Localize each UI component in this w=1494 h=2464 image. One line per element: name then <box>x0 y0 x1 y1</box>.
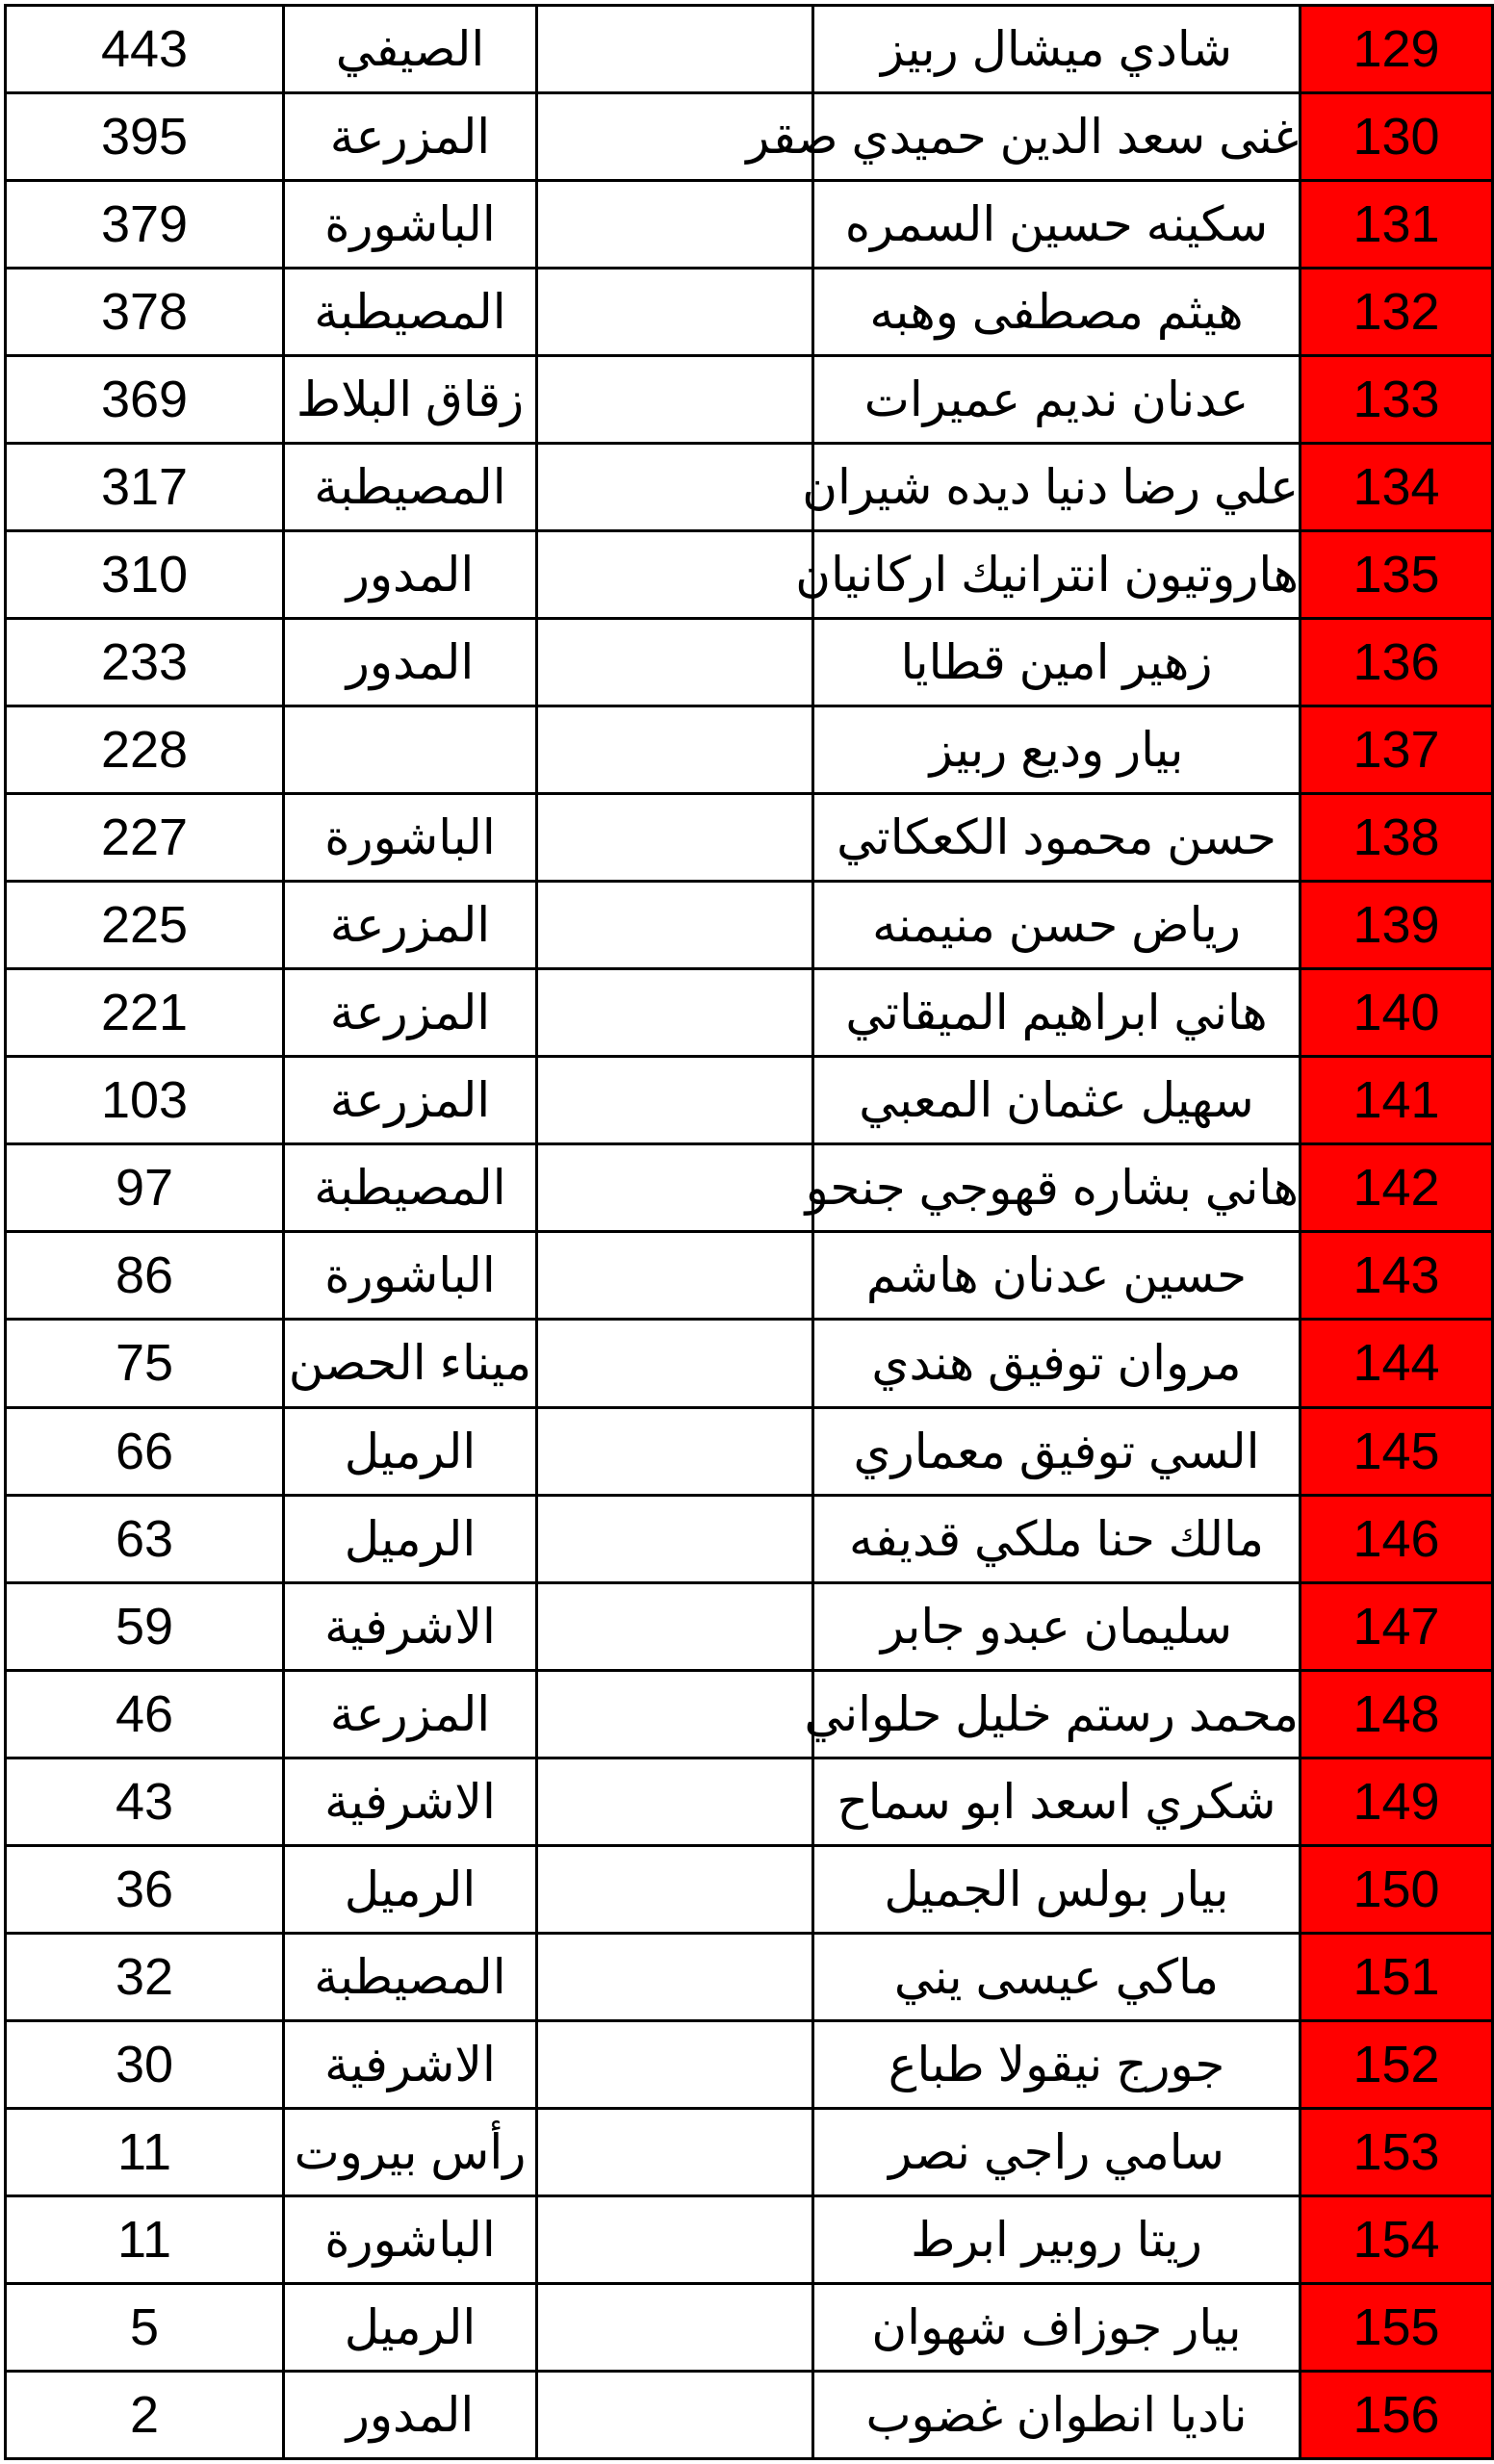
blank-cell <box>537 444 813 531</box>
number-cell: 138 <box>1301 794 1493 882</box>
table-row <box>6 2020 1493 2108</box>
number-cell: 134 <box>1301 444 1493 531</box>
votes-cell: 225 <box>6 882 284 969</box>
number-cell: 155 <box>1301 2283 1493 2371</box>
blank-cell <box>537 1933 813 2020</box>
name-cell: هيثم مصطفى وهبه <box>813 269 1301 356</box>
blank-cell <box>537 794 813 882</box>
area-cell: المزرعة <box>284 882 537 969</box>
area-cell: المصيطبة <box>284 1933 537 2020</box>
name-cell: شادي ميشال ربيز <box>813 6 1301 93</box>
number-cell: 146 <box>1301 1495 1493 1582</box>
area-cell: الرميل <box>284 1495 537 1582</box>
number-cell: 149 <box>1301 1758 1493 1845</box>
number-cell: 133 <box>1301 356 1493 444</box>
blank-cell <box>537 2108 813 2195</box>
name-cell: بيار جوزاف شهوان <box>813 2283 1301 2371</box>
table-row <box>6 269 1493 356</box>
name-cell: حسن محمود الكعكاتي <box>813 794 1301 882</box>
votes-cell: 30 <box>6 2020 284 2108</box>
blank-cell <box>537 1670 813 1758</box>
blank-cell <box>537 1320 813 1407</box>
table-row <box>6 1582 1493 1670</box>
name-cell: سامي راجي نصر <box>813 2108 1301 2195</box>
number-cell: 135 <box>1301 531 1493 619</box>
number-cell: 129 <box>1301 6 1493 93</box>
number-cell: 137 <box>1301 706 1493 794</box>
votes-cell: 32 <box>6 1933 284 2020</box>
table-row <box>6 2371 1493 2458</box>
name-cell: ماكي عيسى يني <box>813 1933 1301 2020</box>
area-cell: الاشرفية <box>284 2020 537 2108</box>
table-row <box>6 93 1493 181</box>
blank-cell <box>537 969 813 1057</box>
number-cell: 140 <box>1301 969 1493 1057</box>
blank-cell <box>537 1057 813 1144</box>
table-row <box>6 1495 1493 1582</box>
votes-cell: 395 <box>6 93 284 181</box>
name-cell: هاني بشاره قهوجي جنحو <box>813 1144 1301 1232</box>
area-cell: الباشورة <box>284 181 537 269</box>
votes-cell: 228 <box>6 706 284 794</box>
number-cell: 152 <box>1301 2020 1493 2108</box>
votes-cell: 11 <box>6 2108 284 2195</box>
name-cell: علي رضا دنيا ديده شيران <box>813 444 1301 531</box>
number-cell: 130 <box>1301 93 1493 181</box>
name-cell: هاروتيون انترانيك اركانيان <box>813 531 1301 619</box>
area-cell: المدور <box>284 531 537 619</box>
results-table <box>4 4 1494 2460</box>
name-cell: بيار وديع ربيز <box>813 706 1301 794</box>
number-cell: 131 <box>1301 181 1493 269</box>
blank-cell <box>537 619 813 706</box>
blank-cell <box>537 2283 813 2371</box>
blank-cell <box>537 269 813 356</box>
name-cell: سكينه حسين السمره <box>813 181 1301 269</box>
table-row <box>6 2283 1493 2371</box>
number-cell: 156 <box>1301 2371 1493 2458</box>
area-cell <box>284 706 537 794</box>
name-cell: حسين عدنان هاشم <box>813 1232 1301 1320</box>
area-cell: الرميل <box>284 1845 537 1933</box>
name-cell: شكري اسعد ابو سماح <box>813 1758 1301 1845</box>
table-row <box>6 2195 1493 2283</box>
number-cell: 142 <box>1301 1144 1493 1232</box>
number-cell: 143 <box>1301 1232 1493 1320</box>
votes-cell: 5 <box>6 2283 284 2371</box>
table-row <box>6 1670 1493 1758</box>
name-cell: السي توفيق معماري <box>813 1407 1301 1495</box>
number-cell: 147 <box>1301 1582 1493 1670</box>
votes-cell: 46 <box>6 1670 284 1758</box>
results-table-body <box>6 6 1493 2459</box>
blank-cell <box>537 1495 813 1582</box>
votes-cell: 75 <box>6 1320 284 1407</box>
table-row <box>6 1320 1493 1407</box>
area-cell: الباشورة <box>284 2195 537 2283</box>
votes-cell: 443 <box>6 6 284 93</box>
table-row <box>6 619 1493 706</box>
number-cell: 136 <box>1301 619 1493 706</box>
area-cell: الرميل <box>284 1407 537 1495</box>
table-row <box>6 1232 1493 1320</box>
area-cell: المصيطبة <box>284 269 537 356</box>
votes-cell: 221 <box>6 969 284 1057</box>
table-row <box>6 1933 1493 2020</box>
number-cell: 148 <box>1301 1670 1493 1758</box>
number-cell: 150 <box>1301 1845 1493 1933</box>
blank-cell <box>537 706 813 794</box>
votes-cell: 2 <box>6 2371 284 2458</box>
area-cell: ميناء الحصن <box>284 1320 537 1407</box>
area-cell: المزرعة <box>284 969 537 1057</box>
area-cell: المصيطبة <box>284 444 537 531</box>
name-cell: مالك حنا ملكي قديفه <box>813 1495 1301 1582</box>
name-cell: جورج نيقولا طباع <box>813 2020 1301 2108</box>
table-row <box>6 1144 1493 1232</box>
number-cell: 144 <box>1301 1320 1493 1407</box>
votes-cell: 11 <box>6 2195 284 2283</box>
area-cell: الباشورة <box>284 794 537 882</box>
blank-cell <box>537 2371 813 2458</box>
number-cell: 139 <box>1301 882 1493 969</box>
number-cell: 154 <box>1301 2195 1493 2283</box>
blank-cell <box>537 1758 813 1845</box>
table-row <box>6 794 1493 882</box>
number-cell: 145 <box>1301 1407 1493 1495</box>
votes-cell: 379 <box>6 181 284 269</box>
table-row <box>6 1057 1493 1144</box>
blank-cell <box>537 356 813 444</box>
table-row <box>6 969 1493 1057</box>
votes-cell: 227 <box>6 794 284 882</box>
area-cell: المزرعة <box>284 1670 537 1758</box>
blank-cell <box>537 531 813 619</box>
name-cell: زهير امين قطايا <box>813 619 1301 706</box>
table-row <box>6 1845 1493 1933</box>
votes-cell: 369 <box>6 356 284 444</box>
name-cell: سليمان عبدو جابر <box>813 1582 1301 1670</box>
blank-cell <box>537 2195 813 2283</box>
number-cell: 141 <box>1301 1057 1493 1144</box>
blank-cell <box>537 882 813 969</box>
votes-cell: 86 <box>6 1232 284 1320</box>
area-cell: المصيطبة <box>284 1144 537 1232</box>
blank-cell <box>537 6 813 93</box>
table-row <box>6 1407 1493 1495</box>
votes-cell: 97 <box>6 1144 284 1232</box>
table-row <box>6 706 1493 794</box>
votes-cell: 233 <box>6 619 284 706</box>
table-row <box>6 6 1493 93</box>
table-row <box>6 444 1493 531</box>
votes-cell: 66 <box>6 1407 284 1495</box>
area-cell: الرميل <box>284 2283 537 2371</box>
blank-cell <box>537 1232 813 1320</box>
number-cell: 132 <box>1301 269 1493 356</box>
name-cell: عدنان نديم عميرات <box>813 356 1301 444</box>
name-cell: ناديا انطوان غضوب <box>813 2371 1301 2458</box>
votes-cell: 59 <box>6 1582 284 1670</box>
votes-cell: 310 <box>6 531 284 619</box>
votes-cell: 43 <box>6 1758 284 1845</box>
area-cell: المزرعة <box>284 1057 537 1144</box>
votes-cell: 36 <box>6 1845 284 1933</box>
name-cell: محمد رستم خليل حلواني <box>813 1670 1301 1758</box>
table-row <box>6 356 1493 444</box>
number-cell: 151 <box>1301 1933 1493 2020</box>
number-cell: 153 <box>1301 2108 1493 2195</box>
blank-cell <box>537 1582 813 1670</box>
table-row <box>6 882 1493 969</box>
votes-cell: 378 <box>6 269 284 356</box>
blank-cell <box>537 1407 813 1495</box>
name-cell: رياض حسن منيمنه <box>813 882 1301 969</box>
area-cell: الاشرفية <box>284 1758 537 1845</box>
table-row <box>6 531 1493 619</box>
table-row <box>6 1758 1493 1845</box>
area-cell: زقاق البلاط <box>284 356 537 444</box>
blank-cell <box>537 181 813 269</box>
area-cell: رأس بيروت <box>284 2108 537 2195</box>
area-cell: الاشرفية <box>284 1582 537 1670</box>
votes-cell: 63 <box>6 1495 284 1582</box>
blank-cell <box>537 1144 813 1232</box>
area-cell: المزرعة <box>284 93 537 181</box>
name-cell: هاني ابراهيم الميقاتي <box>813 969 1301 1057</box>
area-cell: المدور <box>284 619 537 706</box>
area-cell: الصيفي <box>284 6 537 93</box>
name-cell: غنى سعد الدين حميدي صقر <box>813 93 1301 181</box>
table-row <box>6 181 1493 269</box>
area-cell: الباشورة <box>284 1232 537 1320</box>
area-cell: المدور <box>284 2371 537 2458</box>
name-cell: سهيل عثمان المعبي <box>813 1057 1301 1144</box>
votes-cell: 103 <box>6 1057 284 1144</box>
votes-cell: 317 <box>6 444 284 531</box>
name-cell: مروان توفيق هندي <box>813 1320 1301 1407</box>
name-cell: ريتا روبير ابرط <box>813 2195 1301 2283</box>
table-row <box>6 2108 1493 2195</box>
blank-cell <box>537 2020 813 2108</box>
name-cell: بيار بولس الجميل <box>813 1845 1301 1933</box>
blank-cell <box>537 1845 813 1933</box>
